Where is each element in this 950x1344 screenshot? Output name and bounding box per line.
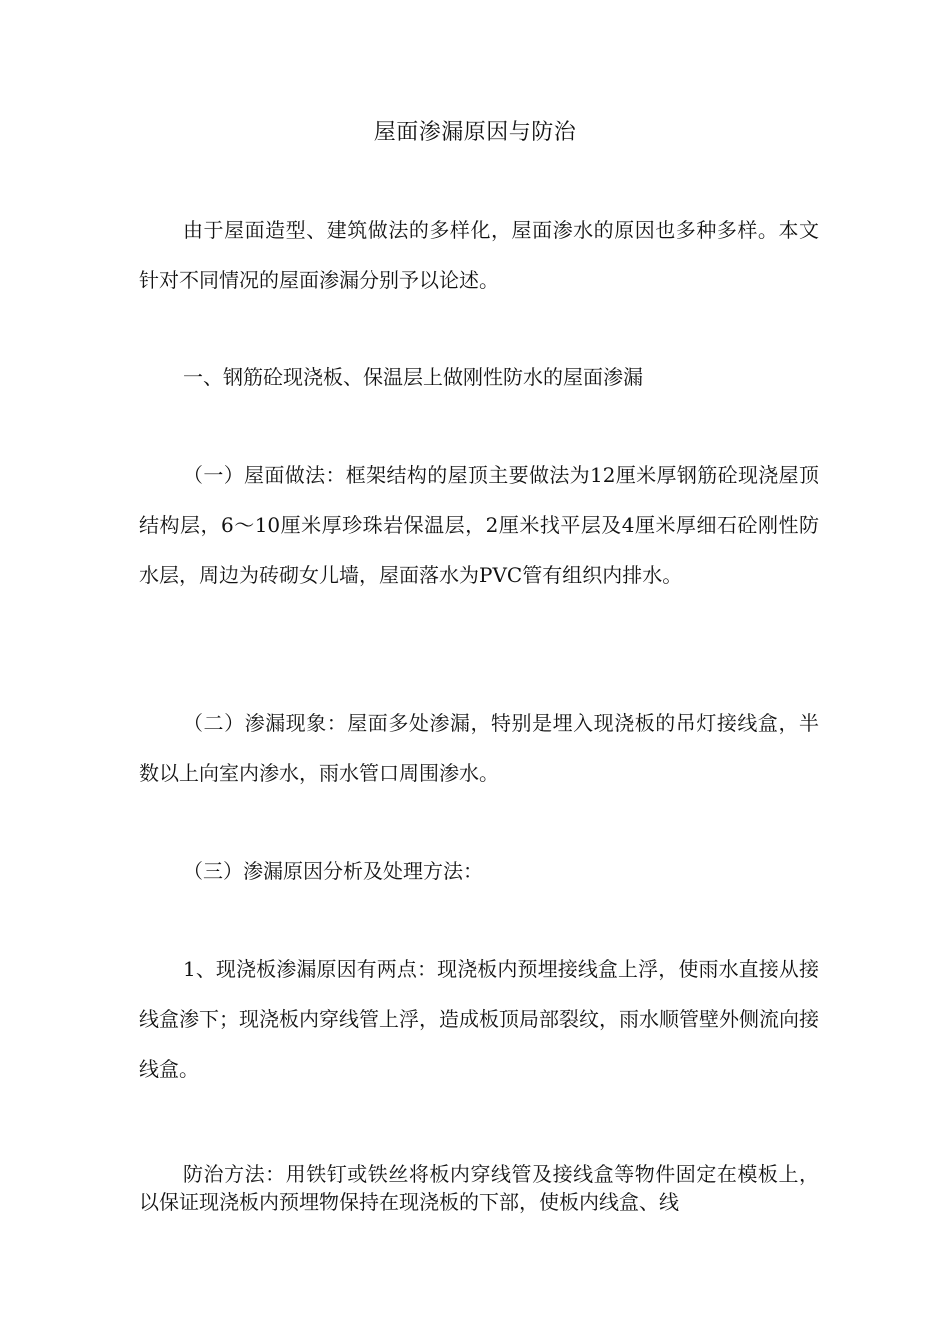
prevention-paragraph: 防治方法：用铁钉或铁丝将板内穿线管及接线盒等物件固定在模板上，以保证现浇板内预埋物保持在现浇板的下部，使板内线盒、线: [139, 1162, 819, 1214]
section-heading-1: 一、钢筋砼现浇板、保温层上做刚性防水的屋面渗漏: [183, 365, 643, 389]
leak-phenomenon-paragraph: （二）渗漏现象：屋面多处渗漏，特别是埋入现浇板的吊灯接线盒，半数以上向室内渗水，雨水管口周围渗水。: [139, 711, 819, 785]
intro-paragraph: 由于屋面造型、建筑做法的多样化，屋面渗水的原因也多种多样。本文针对不同情况的屋面渗漏分别予以论述。: [139, 218, 819, 292]
cause-analysis-heading: （三）渗漏原因分析及处理方法：: [183, 859, 483, 883]
document-title: 屋面渗漏原因与防治: [373, 120, 577, 145]
cause-item-1-paragraph: 1、现浇板渗漏原因有两点：现浇板内预埋接线盒上浮，使雨水直接从接线盒渗下；现浇板内穿线管上浮，造成板顶局部裂纹，雨水顺管壁外侧流向接线盒。: [139, 957, 819, 1081]
roof-method-paragraph: （一）屋面做法：框架结构的屋顶主要做法为12厘米厚钢筋砼现浇屋顶结构层，6～10厘米厚珍珠岩保温层，2厘米找平层及4厘米厚细石砼刚性防水层，周边为砖砌女儿墙，屋面落水为PVC管有组织内排水。: [139, 463, 819, 587]
